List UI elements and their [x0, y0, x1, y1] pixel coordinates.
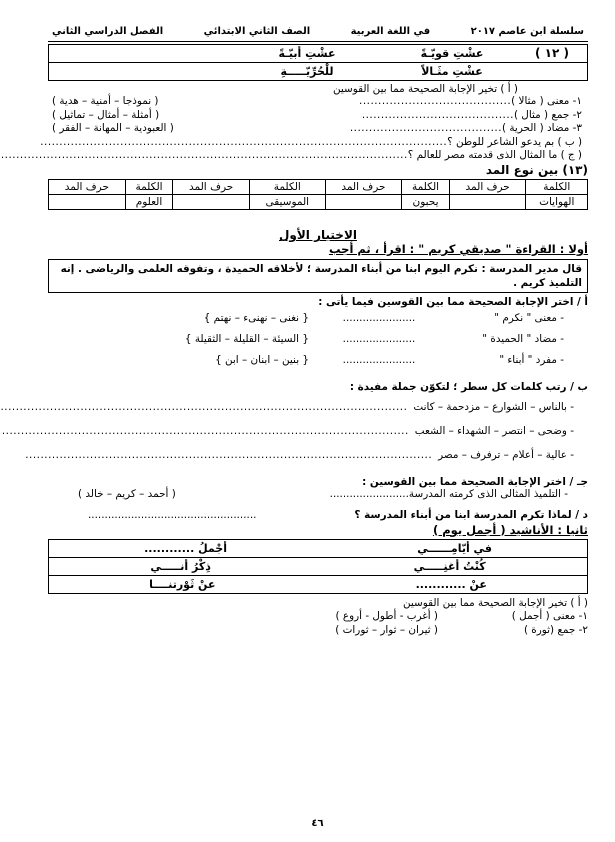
options: { نغنى – نهنىء – نهتم } [203, 312, 309, 325]
lesson-number: ( ١٢ ) [535, 46, 569, 61]
table-cell-blank[interactable] [49, 195, 126, 210]
poem-line: عشْتِ أبيّـةً [278, 46, 336, 60]
poem-line: عشْتِ قويّـةً [420, 46, 484, 60]
table-header: الكلمة [249, 180, 325, 195]
anthem-title: ثانيا : الأناشيد ( أجمل يوم ) [432, 522, 588, 537]
answer-blank[interactable]: ........................................................................................................... [25, 448, 433, 461]
question-item: - التلميذ المثالى الذى كرمته المدرسة ........................ ( أحمد – كريم – خالد ) [48, 488, 588, 503]
table-header: الكلمة [125, 180, 173, 195]
question-item: ٣- مضاد ( الحرية ) ........................................ ( العبودية – المهانة – الفقر ) [48, 122, 588, 136]
answer-blank[interactable]: ........................................................................................................... [40, 135, 448, 148]
question-c-title: جـ / اختر الإجابة الصحيحة مما بين القوسين : [362, 475, 588, 488]
question-item: ١- معنى ( أجمل ) ( أغرب - أطول - أروع ) [48, 610, 588, 624]
question-d-title: د / لماذا تكرم المدرسة ابنا من أبناء المدرسة ؟ [354, 509, 588, 522]
anthem-line: كُنْتُ أغنِـــــي [413, 560, 486, 574]
table-header: حرف المد [325, 180, 402, 195]
answer-blank[interactable]: ........................................ [359, 95, 512, 108]
grade-name: الصف الثاني الابتدائي [203, 26, 311, 37]
table-header: الكلمة [526, 180, 588, 195]
question-item: ( ب ) بم يدعو الشاعر للوطن ؟ ........................................................................................................... [40, 135, 582, 148]
anthem-question-title: ( أ ) تخير الإجابة الصحيحة مما بين القوسين [402, 597, 588, 610]
question-item: ( ج ) ما المثال الذى قدمته مصر للعالم ؟ ........................................................................................................... [0, 149, 582, 162]
subject-name: في اللغة العربية [350, 26, 431, 37]
test-title: الاختبار الأول [278, 228, 357, 243]
answer-blank[interactable]: ...................... [342, 312, 416, 325]
options: ( ثيران – ثوار – ثورات ) [335, 623, 438, 636]
series-name: سلسلة ابن عاصم ٢٠١٧ [470, 26, 584, 37]
question-item: - عالية – أعلام – ترفرف – مصر ........................................................................................................... [25, 448, 574, 461]
question-item: - معنى " نكرم " ...................... { نغنى – نهنىء – نهتم } [203, 312, 564, 325]
question-item: - مفرد " أبناء " ...................... { بنين – ابنان – ابن } [215, 354, 564, 367]
anthem-line: عنْ ثَوْرتنــــا [149, 578, 216, 592]
lesson12-poem-box [48, 44, 588, 81]
question-item: - بالناس – الشوارع – مزدحمة – كانت ........................................................................................................... [0, 400, 574, 413]
anthem-line: في أيّامِــــــي [417, 542, 492, 556]
options: ( أحمد – كريم – خالد ) [78, 488, 176, 501]
page-number: ٤٦ [311, 818, 324, 829]
answer-blank[interactable]: ........................................................................................................... [1, 424, 409, 437]
answer-blank[interactable]: ........................................................................................................... [0, 149, 408, 162]
options: { بنين – ابنان – ابن } [215, 354, 309, 367]
options: ( أمثلة – أمثال – تماثيل ) [52, 108, 160, 121]
poem-line: للْحُرِّيّـــــةِ [280, 64, 334, 78]
anthem-line: ذِكْرُ أنـــــي [150, 560, 211, 574]
answer-blank[interactable]: ........................................ [361, 108, 514, 121]
question-item: ٢- جمع ( مثال ) ........................................ ( أمثلة – أمثال – تماثيل ) [48, 109, 588, 123]
anthem-box [48, 539, 588, 594]
options: ( العبودية – المهانة – الفقر ) [52, 122, 174, 135]
options: ( أغرب - أطول - أروع ) [335, 609, 438, 622]
table-cell-blank[interactable] [325, 195, 402, 210]
anthem-line: عنْ ............ [415, 578, 487, 592]
madd-table [48, 179, 588, 210]
table-header: حرف المد [449, 180, 526, 195]
question-item: ١- معنى ( مثالا ) ........................................ ( نموذجا – أمنية – هدية ) [48, 95, 588, 109]
question-item: - مضاد " الحميدة " ...................... { السيئة – القليلة – الثقيلة } [184, 333, 564, 346]
answer-blank[interactable]: ...................... [342, 354, 416, 367]
answer-blank[interactable]: ...................... [342, 333, 416, 346]
page-header [48, 26, 588, 42]
table-cell-blank[interactable] [449, 195, 526, 210]
options: { السيئة – القليلة – الثقيلة } [184, 333, 309, 346]
question-a-title: أ / اختر الإجابة الصحيحة مما بين القوسين فيما يأتى : [318, 295, 588, 308]
answer-blank[interactable]: ................................................... [88, 509, 257, 522]
options: ( نموذجا – أمنية – هدية ) [52, 95, 159, 108]
table-cell: يحبون [402, 195, 450, 210]
answer-blank[interactable]: ........................................................................................................... [0, 400, 408, 413]
table-cell: العلوم [125, 195, 173, 210]
lesson13-title: (١٣) بين نوع المد [485, 162, 588, 177]
answer-blank[interactable]: ........................................ [349, 122, 502, 135]
question-b-title: ب / رتب كلمات كل سطر ؛ لتكوّن جملة مفيدة : [349, 381, 588, 394]
table-header: حرف المد [173, 180, 250, 195]
table-header: الكلمة [402, 180, 450, 195]
reading-title: أولا : القراءة " صديقي كريم " : اقرأ ، ثم أجب [328, 241, 588, 256]
table-header: حرف المد [49, 180, 126, 195]
question-item: ٢- جمع (ثورة ) ( ثيران – ثوار – ثورات ) [48, 624, 588, 638]
table-cell-blank[interactable] [173, 195, 250, 210]
table-cell: الهوايات [526, 195, 588, 210]
anthem-line: أجْملُ ............ [144, 542, 227, 556]
table-cell: الموسيقى [249, 195, 325, 210]
reading-passage: قال مدير المدرسة : نكرم اليوم ابنا من أبناء المدرسة ؛ لأخلاقه الحميدة ، وتفوقه العلمى والرياضى . إنه التلميذ كريم . [48, 259, 588, 293]
answer-blank[interactable]: ........................ [329, 488, 409, 501]
question-title: ( أ ) تخير الإجابة الصحيحة مما بين القوسين [332, 83, 518, 95]
poem-line: عشْتِ مثَـالاً [421, 64, 483, 78]
worksheet-page [0, 26, 588, 638]
question-d [48, 509, 588, 521]
question-item: - وضحى – انتصر – الشهداء – الشعب ........................................................................................................... [1, 424, 574, 437]
term-name: الفصل الدراسي الثاني [52, 26, 164, 37]
